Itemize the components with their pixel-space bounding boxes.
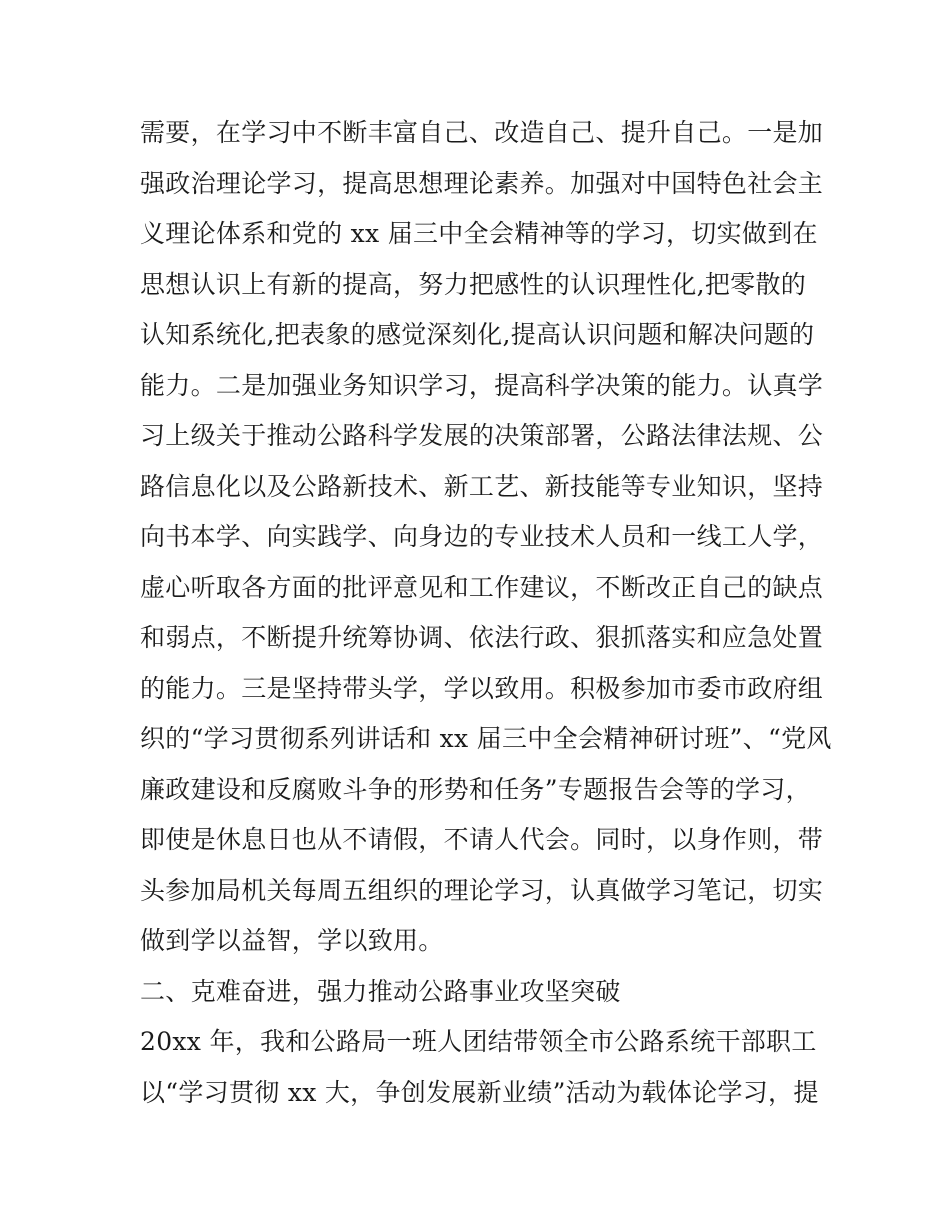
- text-line: 廉政建设和反腐败斗争的形势和任务”专题报告会等的学习，: [140, 774, 811, 804]
- body-text: [140, 108, 832, 1118]
- text-line: 需要，在学习中不断丰富自己、改造自己、提升自己。一是加: [140, 118, 824, 147]
- text-line: 强政治理论学习，提高思想理论素养。加强对中国特色社会主: [140, 168, 824, 198]
- text-line: 路信息化以及公路新技术、新工艺、新技能等专业知识，坚持: [140, 471, 824, 501]
- text-line: 20xx 年，我和公路局一班人团结带领全市公路系统干部职工: [140, 1027, 817, 1056]
- text-line: 和弱点，不断提升统筹协调、依法行政、狠抓落实和应急处置: [140, 623, 824, 652]
- text-line: 义理论体系和党的 xx 届三中全会精神等的学习，切实做到在: [140, 219, 818, 248]
- text-line: 习上级关于推动公路科学发展的决策部署，公路法律法规、公: [140, 421, 824, 450]
- text-line: 以“学习贯彻 xx 大，争创发展新业绩”活动为载体论学习，提: [140, 1077, 819, 1107]
- text-line: 思想认识上有新的提高，努力把感性的认识理性化,把零散的: [140, 269, 807, 299]
- text-line: 做到学以益智，学以致用。: [140, 926, 444, 955]
- text-line: 的能力。三是坚持带头学，学以致用。积极参加市委市政府组: [140, 673, 824, 703]
- text-line: 向书本学、向实践学、向身边的专业技术人员和一线工人学，: [140, 522, 824, 551]
- text-line: 织的“学习贯彻系列讲话和 xx 届三中全会精神研讨班”、“党风: [140, 724, 832, 753]
- text-line: 虚心听取各方面的批评意见和工作建议，不断改正自己的缺点: [140, 572, 824, 602]
- section-heading: 二、克难奋进，强力推动公路事业攻坚突破: [140, 976, 621, 1006]
- text-line: 能力。二是加强业务知识学习，提高科学决策的能力。认真学: [140, 370, 824, 400]
- text-line: 即使是休息日也从不请假，不请人代会。同时，以身作则，带: [140, 825, 824, 854]
- text-line: 认知系统化,把表象的感觉深刻化,提高认识问题和解决问题的: [140, 320, 815, 349]
- text-line: 头参加局机关每周五组织的理论学习，认真做学习笔记，切实: [140, 875, 824, 905]
